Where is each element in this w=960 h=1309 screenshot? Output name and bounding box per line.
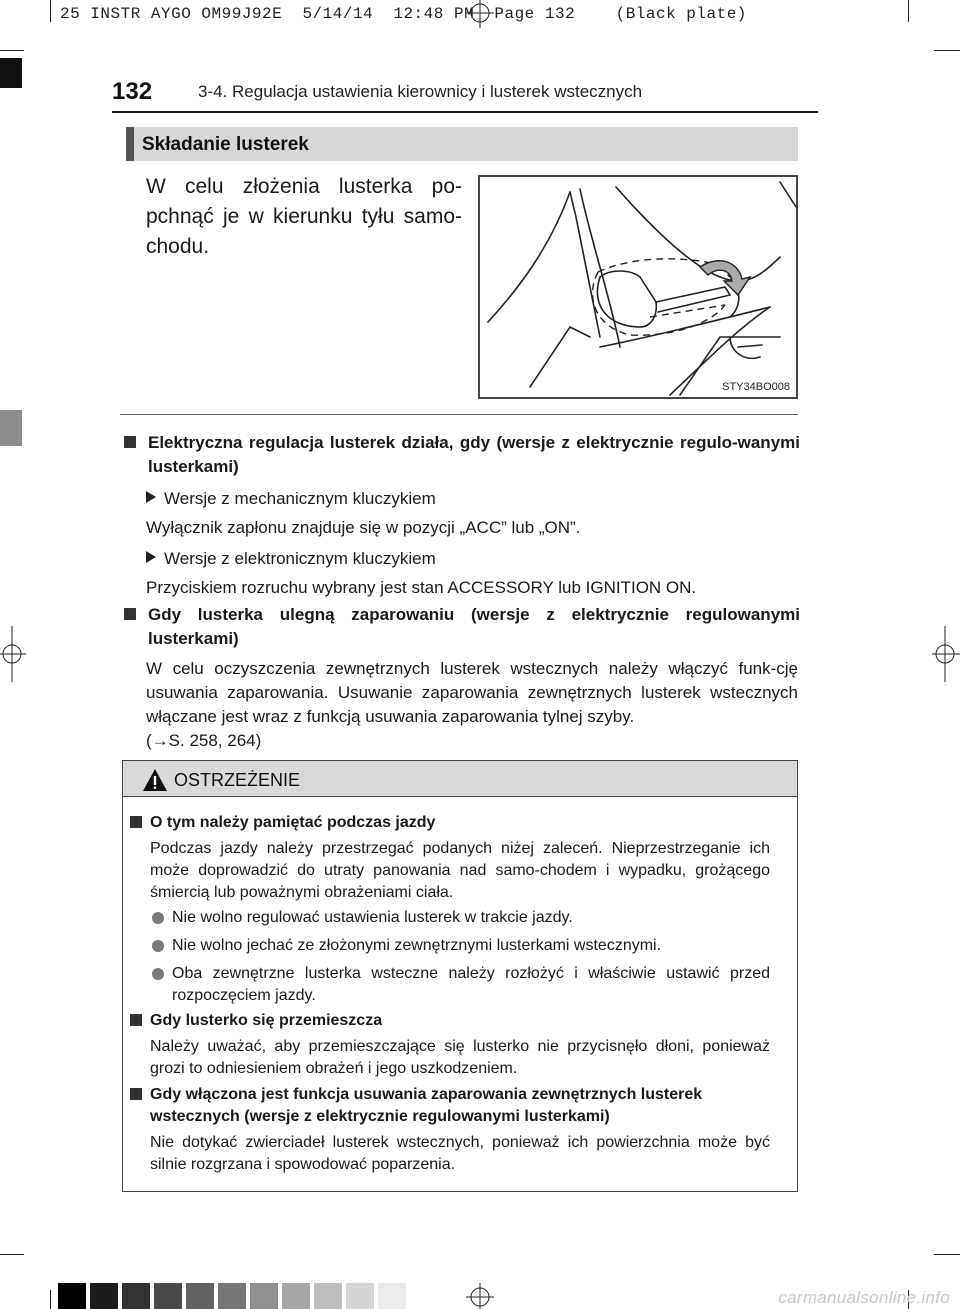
section-title: Składanie lusterek [142, 134, 309, 155]
square-bullet-icon [124, 436, 136, 448]
circle-bullet-icon [152, 968, 164, 980]
warning-bullet: Nie wolno regulować ustawienia lusterek w trakcie jazdy. [150, 907, 770, 929]
color-swatch [378, 1283, 406, 1309]
figure-code: STY34BO008 [722, 381, 790, 393]
warning-heading-driving: O tym należy pamiętać podczas jazdy [130, 812, 790, 834]
color-swatch [314, 1283, 342, 1309]
color-swatch [154, 1283, 182, 1309]
color-swatch [282, 1283, 310, 1309]
color-swatch [346, 1283, 374, 1309]
subheading-mechanical-key: Wersje z mechanicznym kluczykiem [146, 487, 436, 511]
color-swatch [218, 1283, 246, 1309]
note-text-mechanical-key: Wyłącznik zapłonu znajduje się w pozycji „ACC” lub „ON”. [146, 518, 581, 537]
header-rule [112, 111, 818, 113]
warning-triangle-icon [142, 768, 168, 792]
watermark: carmanualsonline.info [778, 1288, 950, 1307]
note-text-electronic-key: Przyciskiem rozruchu wybrany jest stan ACCESSORY lub IGNITION ON. [146, 578, 697, 597]
circle-bullet-icon [152, 940, 164, 952]
subheading-electronic-key: Wersje z elektronicznym kluczykiem [146, 547, 436, 571]
page-reference: (→S. 258, 264) [146, 731, 262, 750]
warning-title: OSTRZEŻENIE [174, 770, 301, 790]
square-bullet-icon [130, 816, 142, 828]
color-swatch [90, 1283, 118, 1309]
note-heading-electric-adjustment: Elektryczna regulacja lusterek działa, gdy (wersje z elektrycznie regulo-wanymi lusterkami) [124, 431, 800, 479]
slug-text: 25 INSTR AYGO OM99J92E 5/14/14 12:48 PM Page 132 (Black plate) [60, 5, 747, 23]
intro-text: W celu złożenia lusterka po-pchnąć je w kierunku tyłu samo-chodu. [146, 175, 462, 258]
chapter-title: 3-4. Regulacja ustawienia kierownicy i lusterek wstecznych [198, 82, 643, 101]
circle-bullet-icon [152, 912, 164, 924]
warning-heading-defogger: Gdy włączona jest funkcja usuwania zaparowania zewnętrznych lusterek wstecznych (wersje z elektrycznie regulowanymi lusterkami) [130, 1084, 790, 1128]
triangle-bullet-icon [146, 551, 156, 563]
separator-rule [120, 414, 798, 415]
color-swatch [186, 1283, 214, 1309]
color-swatch [58, 1283, 86, 1309]
square-bullet-icon [130, 1014, 142, 1026]
warning-heading-mirror-moving: Gdy lusterko się przemieszcza [130, 1010, 790, 1032]
warning-bullet: Nie wolno jechać ze złożonymi zewnętrznymi lusterkami wstecznymi. [150, 935, 770, 957]
color-swatch [122, 1283, 150, 1309]
square-bullet-icon [130, 1088, 142, 1100]
warning-text-defogger: Nie dotykać zwierciadeł lusterek wstecznych, ponieważ ich powierzchnia może być silnie rozgrzana i spowodować poparzenia. [150, 1134, 770, 1173]
note-heading-fogged-mirrors: Gdy lusterka ulegną zaparowaniu (wersje z elektrycznie regulowanymi lusterkami) [124, 603, 800, 651]
square-bullet-icon [124, 608, 136, 620]
color-swatch [250, 1283, 278, 1309]
note-text-defogger: W celu oczyszczenia zewnętrznych lusterek wstecznych należy włączyć funk-cję usuwania zaparowania. Usuwanie zaparowania zewnętrznych lusterek wstecznych włączane jest wraz z funkcją usuwania zaparowania tylnej szyby. [146, 659, 798, 726]
edge-tab-grey [0, 410, 22, 446]
triangle-bullet-icon [146, 491, 156, 503]
warning-bullet: Oba zewnętrzne lusterka wsteczne należy rozłożyć i właściwie ustawić przed rozpoczęciem jazdy. [150, 963, 770, 1007]
car-mirror-drawing [480, 177, 796, 397]
warning-text-driving: Podczas jazdy należy przestrzegać podanych niżej zaleceń. Nieprzestrzeganie ich może doprowadzić do utraty panowania nad samo-chodem i wypadku, grożącego śmiercią lub poważnymi obrażeniami ciała. [150, 840, 770, 901]
warning-text-mirror-moving: Należy uważać, aby przemieszczające się lusterko nie przycisnęło dłoni, ponieważ grozi to odniesieniem obrażeń i jego uszkodzeniem. [150, 1038, 770, 1077]
edge-tab-black [0, 58, 22, 88]
page-number: 132 [112, 78, 153, 105]
mirror-folding-illustration [478, 175, 798, 399]
